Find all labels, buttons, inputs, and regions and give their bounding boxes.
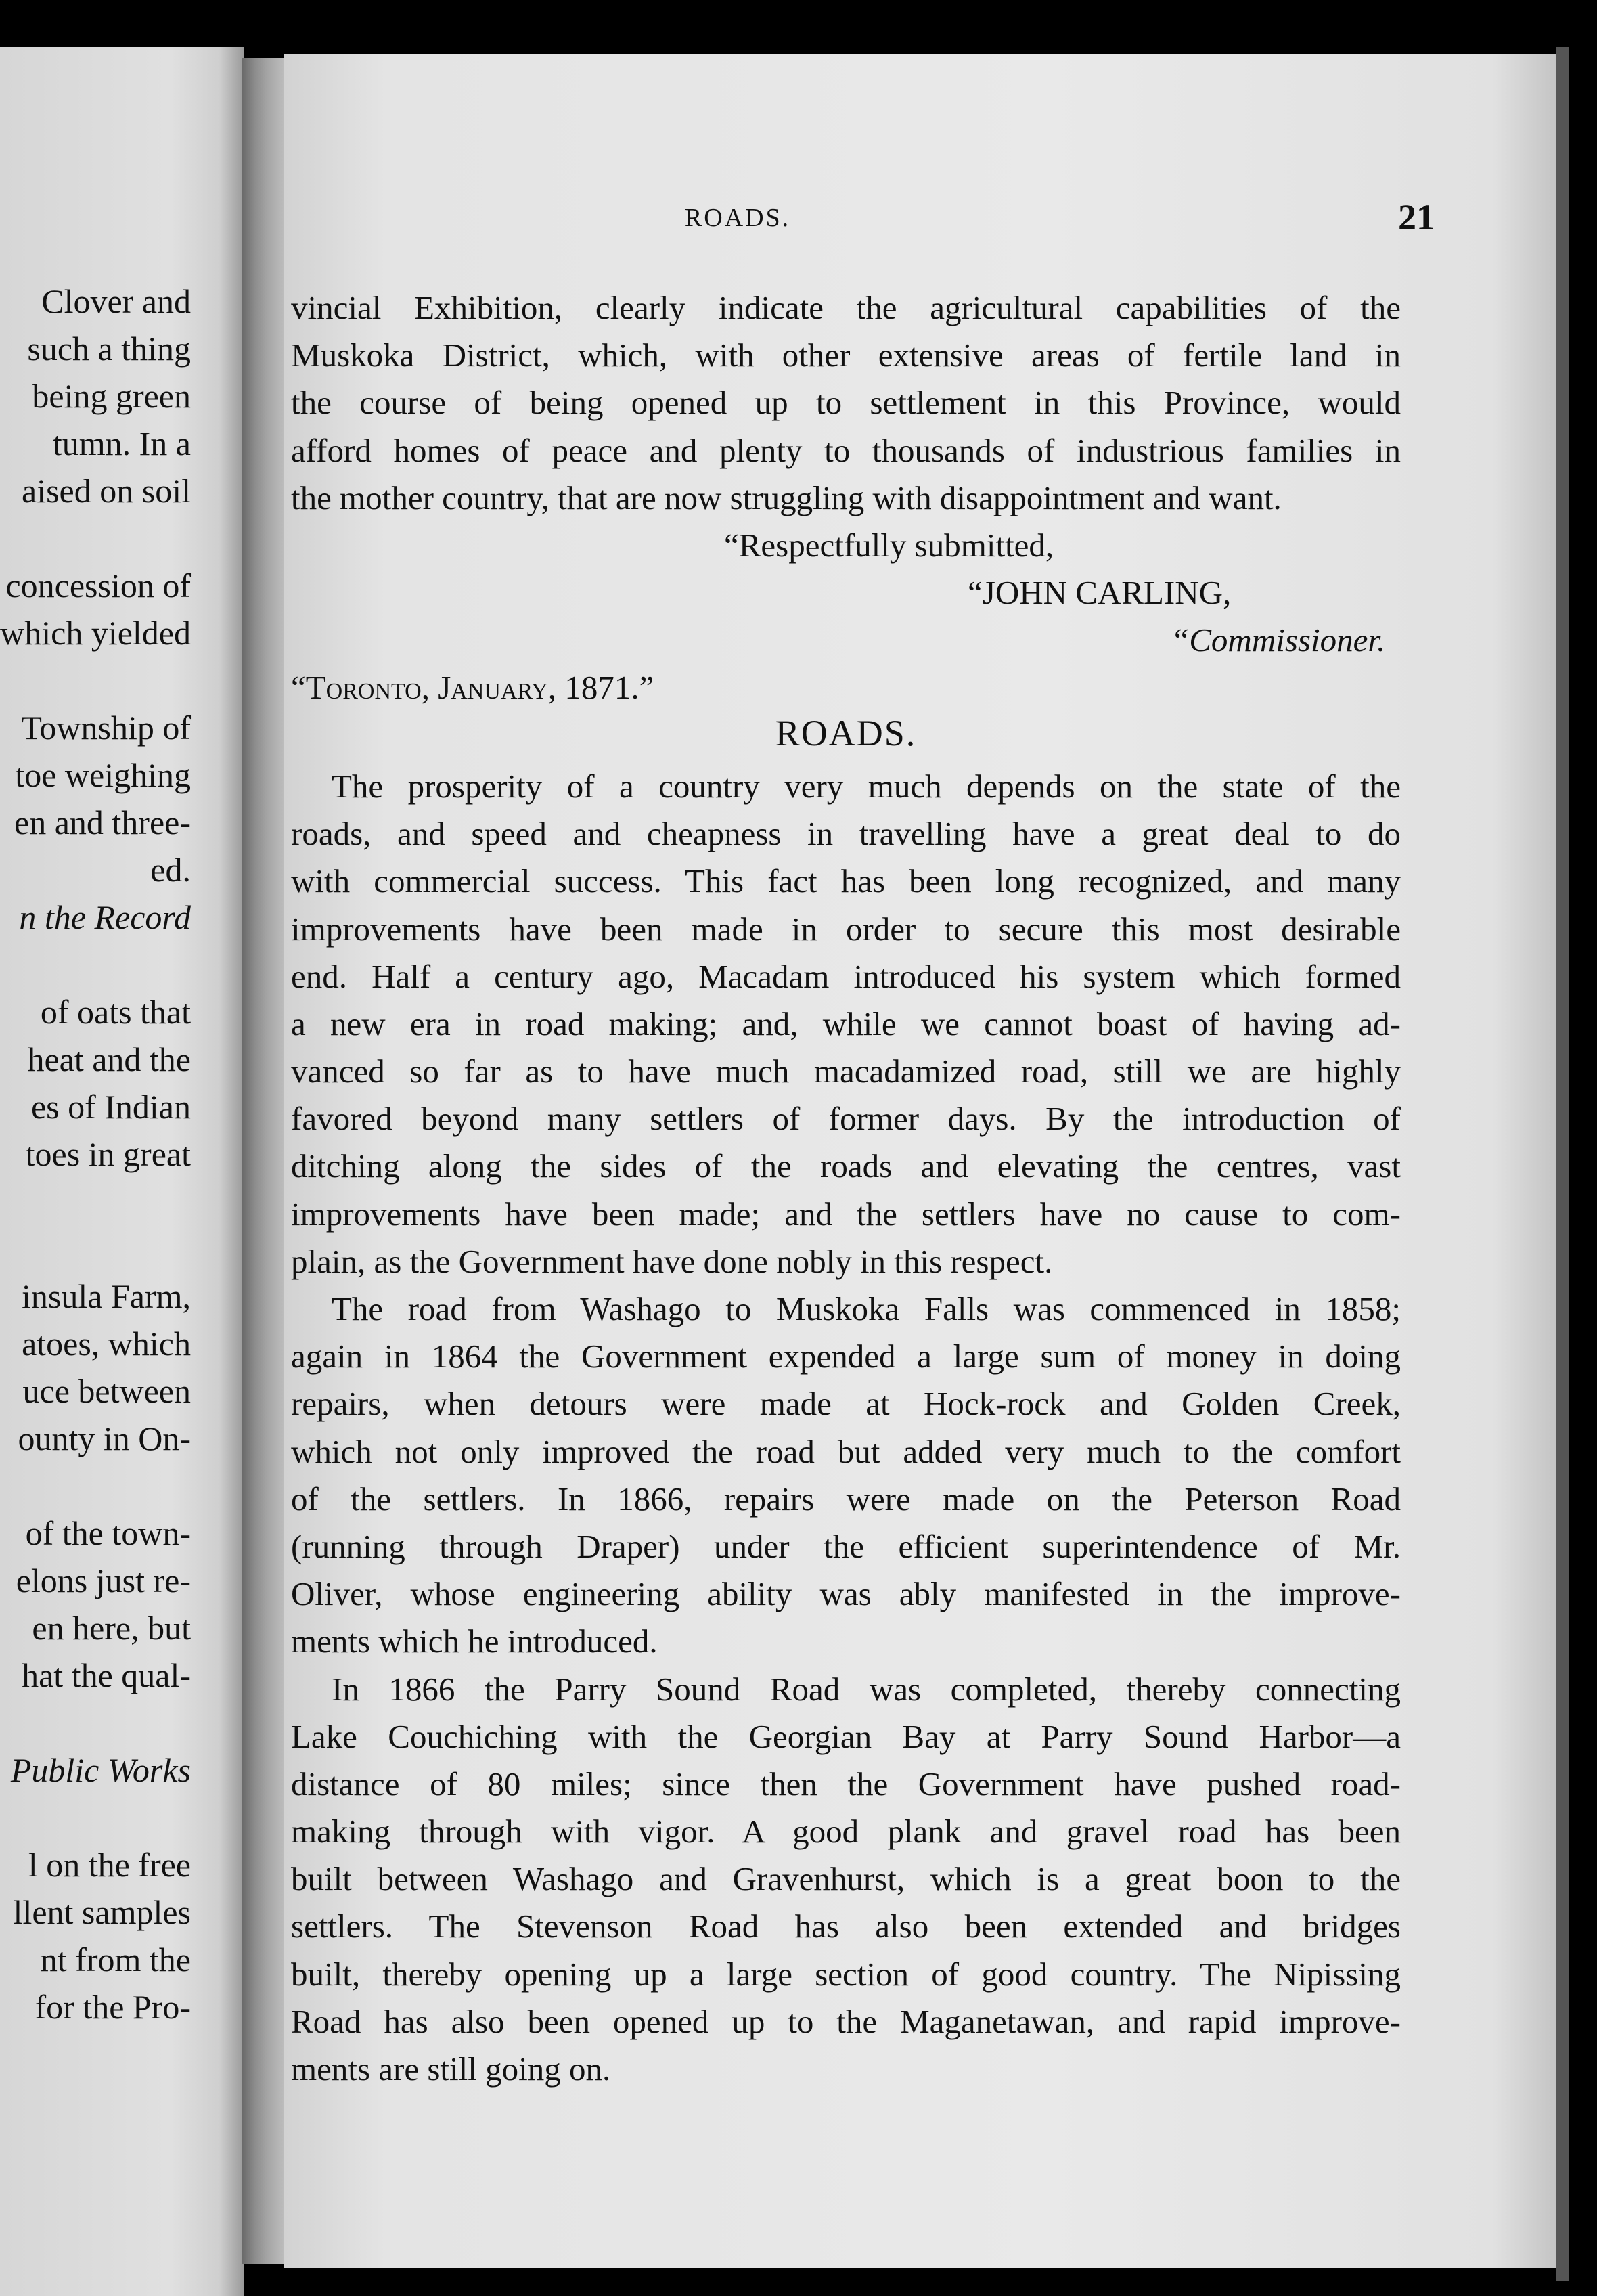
previous-page-fragment: toes in great <box>25 1135 191 1173</box>
previous-page-fragment: of oats that <box>40 993 191 1031</box>
text-line: roads, and speed and cheapness in travelling have a great deal to do <box>291 815 1401 853</box>
closing-submitted: “Respectfully submitted, <box>724 526 1054 564</box>
text-line: settlers. The Stevenson Road has also been extended and bridges <box>291 1907 1401 1945</box>
text-line: In 1866 the Parry Sound Road was completed, thereby connecting <box>332 1670 1401 1708</box>
previous-page-fragment: Township of <box>21 709 191 747</box>
text-line: built between Washago and Gravenhurst, which is a great boon to the <box>291 1860 1401 1898</box>
text-line: end. Half a century ago, Macadam introduced his system which formed <box>291 957 1401 995</box>
text-line: vanced so far as to have much macadamized road, still we are highly <box>291 1053 1401 1090</box>
previous-page-fragment <box>0 1794 191 1841</box>
text-line: built, thereby opening up a large section of good country. The Nipissing <box>291 1955 1401 1993</box>
page-body <box>291 284 1401 2093</box>
text-line: The road from Washago to Muskoka Falls was commenced in 1858; <box>332 1290 1401 1327</box>
previous-page-fragment: elons just re- <box>16 1562 191 1599</box>
text-line: Oliver, whose engineering ability was ably manifested in the improve- <box>291 1575 1401 1613</box>
previous-page-fragment: insula Farm, <box>22 1277 191 1315</box>
previous-page-fragment: l on the free <box>28 1846 191 1884</box>
text-line: Muskoka District, which, with other extensive areas of fertile land in <box>291 336 1401 374</box>
roads-paragraph-2 <box>291 1285 1401 1666</box>
signer-name: “JOHN CARLING, <box>968 573 1232 611</box>
previous-page-fragment: es of Indian <box>30 1088 191 1126</box>
text-line: ments are still going on. <box>291 2050 611 2088</box>
previous-page-fragment: uce between <box>22 1372 191 1410</box>
text-line: with commercial success. This fact has been long recognized, and many <box>291 862 1401 900</box>
previous-page-fragment: llent samples <box>13 1893 191 1931</box>
text-line: distance of 80 miles; since then the Government have pushed road- <box>291 1765 1401 1803</box>
text-line: (running through Draper) under the efficient superintendence of Mr. <box>291 1527 1401 1565</box>
previous-page-fragment: tumn. In a <box>52 424 191 462</box>
previous-page-fragment: ed. <box>150 851 191 889</box>
previous-page <box>0 47 244 2296</box>
text-line: repairs, when detours were made at Hock-rock and Golden Creek, <box>291 1385 1401 1423</box>
previous-page-fragment: heat and the <box>27 1040 191 1078</box>
running-head: ROADS. <box>684 204 791 232</box>
previous-page-fragment: Public Works <box>10 1751 191 1789</box>
text-line: Lake Couchiching with the Georgian Bay at Parry Sound Harbor—a <box>291 1717 1401 1755</box>
previous-page-text-fragments <box>0 278 191 2031</box>
previous-page-fragment: such a thing <box>27 330 191 368</box>
section-heading: ROADS. <box>775 712 917 753</box>
previous-page-fragment: ounty in On- <box>18 1419 191 1457</box>
text-line: ditching along the sides of the roads and elevating the centres, vast <box>291 1147 1401 1185</box>
roads-paragraph-1 <box>291 763 1401 1285</box>
previous-page-fragment <box>0 657 191 704</box>
text-line: vincial Exhibition, clearly indicate the agricultural capabilities of the <box>291 289 1401 326</box>
text-line: Road has also been opened up to the Maganetawan, and rapid improve- <box>291 2002 1401 2040</box>
previous-page-fragment: atoes, which <box>22 1325 191 1363</box>
previous-page-fragment: concession of <box>5 567 191 604</box>
text-line: The prosperity of a country very much depends on the state of the <box>332 767 1401 805</box>
previous-page-fragment: hat the qual- <box>22 1656 191 1694</box>
text-line: of the settlers. In 1866, repairs were made on the Peterson Road <box>291 1480 1401 1518</box>
text-line: plain, as the Government have done nobly in this respect. <box>291 1242 1053 1280</box>
previous-page-fragment: for the Pro- <box>35 1988 191 2026</box>
date-line: “Toronto, January, 1871.” <box>291 668 654 706</box>
previous-page-fragment: nt from the <box>40 1941 191 1979</box>
text-line: ments which he introduced. <box>291 1622 658 1660</box>
previous-page-fragment: toe weighing <box>15 756 191 794</box>
previous-page-fragment: which yielded <box>0 614 191 652</box>
previous-page-fragment: being green <box>32 377 191 415</box>
exhibition-paragraph <box>291 284 1401 522</box>
page-number: 21 <box>1398 197 1435 238</box>
previous-page-fragment: Clover and <box>41 282 191 320</box>
page-edge <box>1556 47 1569 2281</box>
roads-paragraph-3 <box>291 1666 1401 2094</box>
previous-page-fragment <box>0 941 191 988</box>
text-line: afford homes of peace and plenty to thousands of industrious families in <box>291 431 1401 469</box>
text-line: the course of being opened up to settlement in this Province, would <box>291 384 1401 422</box>
previous-page-fragment: of the town- <box>25 1514 191 1552</box>
text-line: the mother country, that are now struggling with disappointment and want. <box>291 479 1282 516</box>
previous-page-fragment: en here, but <box>32 1609 191 1647</box>
previous-page-fragment: aised on soil <box>22 472 191 510</box>
text-line: improvements have been made in order to secure this most desirable <box>291 910 1401 948</box>
previous-page-fragment <box>0 1462 191 1509</box>
text-line: a new era in road making; and, while we cannot boast of having ad- <box>291 1005 1401 1042</box>
text-line: improvements have been made; and the settlers have no cause to com- <box>291 1195 1401 1233</box>
previous-page-fragment <box>0 1699 191 1746</box>
text-line: which not only improved the road but added very much to the comfort <box>291 1432 1401 1470</box>
previous-page-fragment <box>0 514 191 562</box>
previous-page-fragment: n the Record <box>19 898 191 936</box>
text-line: again in 1864 the Government expended a large sum of money in doing <box>291 1338 1401 1375</box>
signer-title: “Commissioner. <box>1171 621 1386 659</box>
previous-page-fragment: en and three- <box>14 803 191 841</box>
previous-page-fragment <box>0 1225 191 1273</box>
previous-page-fragment <box>0 1178 191 1225</box>
text-line: making through with vigor. A good plank and gravel road has been <box>291 1813 1401 1851</box>
text-line: favored beyond many settlers of former days. By the introduction of <box>291 1100 1401 1138</box>
binding-gutter <box>242 58 284 2264</box>
